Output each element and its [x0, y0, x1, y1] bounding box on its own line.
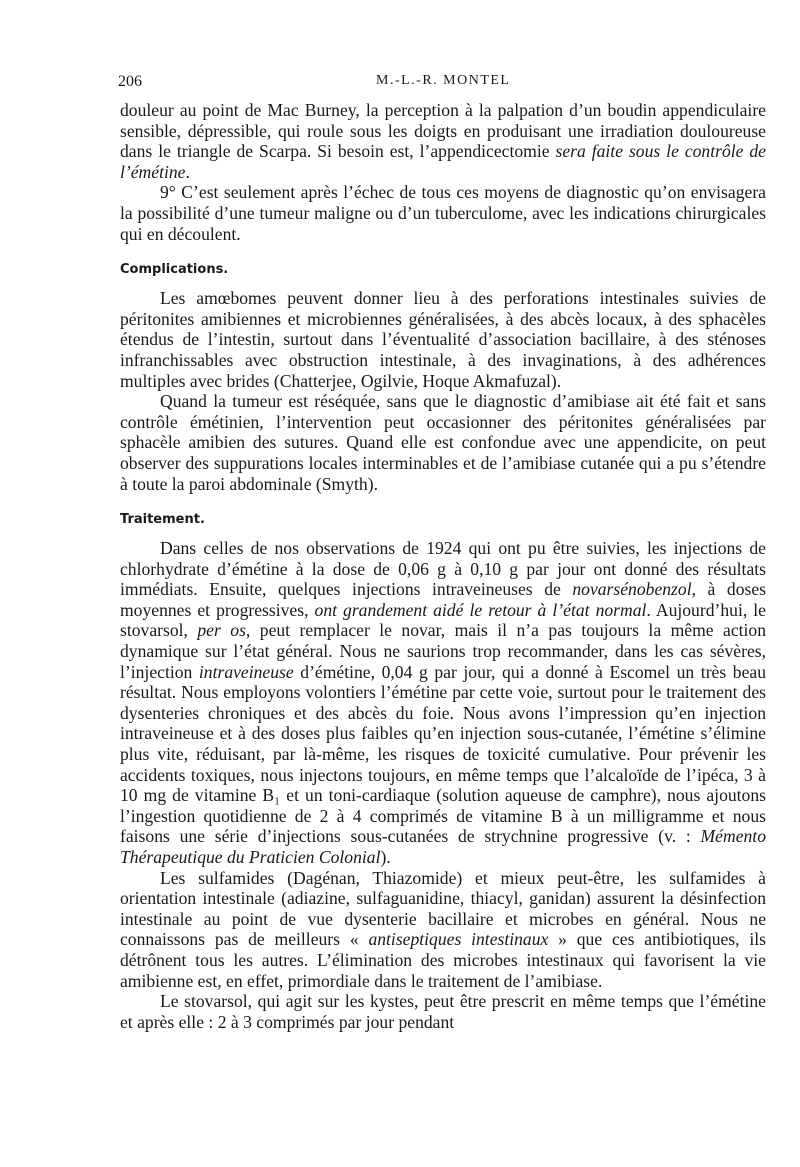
text-run: , peut remplacer le novar, mais il n’a pas toujours la même action dynamique sur l’état général. Nous ne saurions trop recommander, dans les cas sévères, l’injection	[120, 620, 766, 682]
page-number: 206	[118, 73, 142, 90]
italic-text: ont grandement aidé le retour à l’état normal	[314, 599, 647, 620]
running-head-author: M.-L.-R. MONTEL	[376, 73, 511, 88]
italic-text: per os	[197, 620, 246, 641]
text-run: . Aujourd’hui, le stovarsol,	[120, 599, 766, 641]
text-run: Le stovarsol, qui agit sur les kystes, peut être prescrit en même temps que l’émétine et après elle : 2 à 3 comprimés par jour pendant	[120, 991, 766, 1032]
paragraph	[120, 991, 766, 1032]
text-run: Les sulfamides (Dagénan, Thiazomide) et mieux peut-être, les sulfamides à orientation intestinale (adiazine, sulfaguanidine, thiacyl, ganidan) assurent la désinfection intestinale au point de vue dysenterie bacillaire et microbes en général. Nous ne connaissons pas de meilleurs «	[120, 867, 766, 950]
text-run: » que ces antibiotiques, ils détrônent tous les autres. L’élimination des microbes intestinaux qui favorisent la vie amibienne est, en effet, primordiale dans le traitement de l’amibiase.	[120, 929, 766, 991]
section-heading: Traitement.	[120, 512, 205, 528]
text-run: Dans celles de nos observations de 1924 qui ont pu être suivies, les injections de chlorhydrate d’émétine à la dose de 0,06 g à 0,10 g par jour ont donné des résultats immédiats. Ensuite, quelques injections intraveineuses de	[120, 538, 766, 600]
italic-text: novarsénobenzol	[572, 579, 692, 600]
paragraph	[120, 868, 766, 992]
paragraph	[120, 538, 766, 868]
text-run: .	[185, 161, 190, 182]
text-run: Les amœbomes peuvent donner lieu à des perforations intestinales suivies de péritonites amibiennes et microbiennes généralisées, à des abcès locaux, à des sphacèles étendus de l’intestin, surtout dans l’éventualité d’association bacillaire, à des sténoses infranchissables avec obstruction intestinale, à des invaginations, à des adhérences multiples avec brides (Chatterjee, Ogilvie, Hoque Akmafuzal).	[120, 288, 766, 391]
paragraph	[120, 288, 766, 391]
paragraph	[120, 391, 766, 494]
text-run: douleur au point de Mac Burney, la perception à la palpation d’un boudin appendiculaire sensible, dépressible, qui roule sous les doigts en produisant une irradiation douloureuse dans le triangle de Scarpa. Si besoin est, l’appendicectomie	[120, 100, 766, 162]
document-body	[120, 100, 766, 1032]
text-run: 9° C’est seulement après l’échec de tous ces moyens de diagnostic qu’on envisagera la possibilité d’une tumeur maligne ou d’un tuberculome, avec les indications chirurgicales qui en découlent.	[120, 182, 766, 244]
running-head	[118, 73, 766, 93]
section-heading: Complications.	[120, 262, 229, 278]
paragraph	[120, 100, 766, 182]
text-run: d’émétine, 0,04 g par jour, qui a donné à Escomel un très beau résultat. Nous employons volontiers l’émétine par cette voie, surtout pour le traitement des dysenteries chroniques et des abcès du foie. Nous avons l’impression qu’en injection intraveineuse et à des doses plus faibles qu’en injection sous-cutanée, l’émétine s’élimine plus vite, réduisant, par là-même, les risques de toxicité cumulative. Pour prévenir les accidents toxiques, nous injectons toujours, en même temps que l’alcaloïde de l’ipéca, 3 à 10 mg de vitamine B₁ et un toni-cardiaque (solution aqueuse de camphre), nous ajoutons l’ingestion quotidienne de 2 à 4 comprimés de vitamine B à un milligramme et nous faisons une série d’injections sous-cutanées de strychnine progressive (v. :	[120, 661, 767, 847]
italic-text: Mémento Thérapeutique du Praticien Colonial	[120, 826, 766, 867]
text-run: ).	[380, 847, 391, 867]
italic-text: sera faite sous le contrôle de l’émétine	[120, 141, 766, 182]
text-run: Quand la tumeur est réséquée, sans que le diagnostic d’amibiase ait été fait et sans contrôle émétinien, l’intervention peut occasionner des péritonites généralisées par sphacèle amibien des sutures. Quand elle est confondue avec une appendicite, on peut observer des suppurations locales interminables et de l’amibiase cutanée qui a pu s’étendre à toute la paroi abdominale (Smyth).	[120, 391, 766, 494]
italic-text: antiseptiques intestinaux	[368, 929, 549, 950]
text-run: , à doses moyennes et progressives,	[120, 579, 766, 620]
paragraph	[120, 182, 766, 244]
italic-text: intraveineuse	[198, 661, 294, 682]
